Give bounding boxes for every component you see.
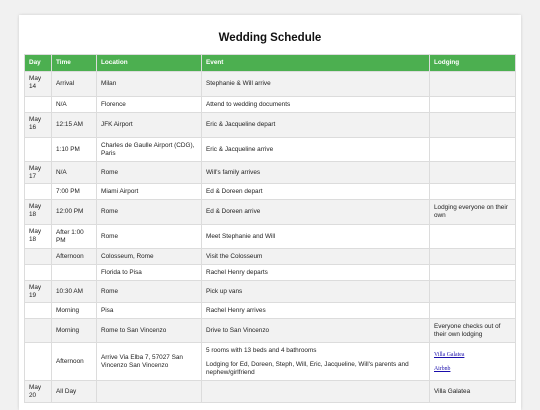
table-body	[25, 72, 516, 403]
cell-event	[202, 265, 430, 281]
cell-event	[202, 184, 430, 200]
cell-location: Rome	[97, 281, 202, 303]
cell-event	[202, 343, 430, 381]
event-text: 5 rooms with 13 beds and 4 bathrooms	[206, 346, 317, 354]
table-row	[25, 381, 516, 403]
cell-location: Rome	[97, 225, 202, 249]
event-text: Ed & Doreen arrive	[206, 208, 261, 215]
table-row	[25, 200, 516, 225]
table-row	[25, 184, 516, 200]
table-row	[25, 225, 516, 249]
event-text: Drive to San Vincenzo	[206, 326, 270, 334]
cell-lodging	[430, 281, 516, 303]
cell-event	[202, 281, 430, 303]
header-event: Event	[202, 55, 430, 72]
cell-location: Miami Airport	[97, 184, 202, 200]
table-row	[25, 303, 516, 319]
cell-time	[52, 265, 97, 281]
cell-event	[202, 225, 430, 249]
schedule-table	[24, 54, 516, 403]
cell-lodging	[430, 113, 516, 138]
lodging-link[interactable]: Villa Galatea	[434, 351, 465, 358]
schedule-page	[19, 15, 521, 410]
cell-time: 7:00 PM	[52, 184, 97, 200]
cell-event	[202, 162, 430, 184]
cell-time: All Day	[52, 381, 97, 403]
cell-lodging: Everyone checks out of their own lodging	[430, 319, 516, 343]
table-row	[25, 97, 516, 113]
cell-lodging	[430, 265, 516, 281]
table-row	[25, 113, 516, 138]
cell-lodging: Villa Galatea	[430, 381, 516, 403]
cell-event	[202, 72, 430, 97]
cell-event	[202, 97, 430, 113]
cell-lodging	[430, 97, 516, 113]
event-text: Eric & Jacqueline arrive	[206, 145, 274, 153]
page-title: Wedding Schedule	[218, 32, 322, 44]
cell-event	[202, 138, 430, 162]
table-row	[25, 138, 516, 162]
cell-time: N/A	[52, 162, 97, 184]
cell-time: Afternoon	[52, 343, 97, 381]
table-row	[25, 162, 516, 184]
table-row	[25, 319, 516, 343]
lodging-link[interactable]: Airbnb	[434, 365, 451, 372]
cell-location: Rome	[97, 200, 202, 225]
cell-event	[202, 113, 430, 138]
table-header-row	[25, 55, 516, 72]
cell-time: 12:15 AM	[52, 113, 97, 138]
event-text: Ed & Doreen depart	[206, 187, 263, 195]
cell-lodging	[430, 303, 516, 319]
cell-location: Colosseum, Rome	[97, 249, 202, 265]
event-text: Will's family arrives	[206, 168, 261, 176]
event-text: Lodging for Ed, Doreen, Steph, Will, Eric, Jacqueline, Will's parents and nephew/girlfriend	[206, 360, 409, 376]
cell-lodging	[430, 343, 516, 381]
cell-lodging	[430, 72, 516, 97]
cell-day	[25, 303, 52, 319]
event-text: Attend to wedding documents	[206, 100, 291, 108]
header-lodging: Lodging	[430, 55, 516, 72]
cell-location: Florida to Pisa	[97, 265, 202, 281]
cell-time: Afternoon	[52, 249, 97, 265]
cell-day	[25, 97, 52, 113]
table-row	[25, 265, 516, 281]
cell-location: Arrive Via Elba 7, 57027 San Vincenzo San Vincenzo	[97, 343, 202, 381]
event-text: Stephanie & Will arrive	[206, 80, 271, 87]
event-text: Eric & Jacqueline depart	[206, 121, 276, 128]
table-row	[25, 249, 516, 265]
cell-lodging	[430, 162, 516, 184]
cell-location: Milan	[97, 72, 202, 97]
cell-lodging	[430, 138, 516, 162]
cell-lodging	[430, 225, 516, 249]
cell-time: 10:30 AM	[52, 281, 97, 303]
table-row	[25, 72, 516, 97]
event-text: Meet Stephanie and Will	[206, 232, 276, 240]
cell-location: JFK Airport	[97, 113, 202, 138]
cell-day	[25, 249, 52, 265]
cell-day: May 14	[25, 72, 52, 97]
table-row	[25, 281, 516, 303]
cell-time: Morning	[52, 303, 97, 319]
cell-event	[202, 319, 430, 343]
cell-day: May 20	[25, 381, 52, 403]
cell-time: 1:10 PM	[52, 138, 97, 162]
cell-time: 12:00 PM	[52, 200, 97, 225]
cell-day	[25, 319, 52, 343]
cell-day: May 19	[25, 281, 52, 303]
cell-location: Pisa	[97, 303, 202, 319]
cell-event	[202, 303, 430, 319]
event-text: Rachel Henry arrives	[206, 306, 266, 314]
cell-location: Rome to San Vincenzo	[97, 319, 202, 343]
event-text: Pick up vans	[206, 287, 243, 295]
cell-event	[202, 381, 430, 403]
header-day: Day	[25, 55, 52, 72]
cell-day: May 16	[25, 113, 52, 138]
cell-lodging	[430, 184, 516, 200]
cell-day: May 18	[25, 225, 52, 249]
header-location: Location	[97, 55, 202, 72]
cell-day: May 18	[25, 200, 52, 225]
cell-day	[25, 184, 52, 200]
cell-lodging	[430, 249, 516, 265]
event-text: Visit the Colosseum	[206, 252, 263, 260]
cell-location: Florence	[97, 97, 202, 113]
cell-day: May 17	[25, 162, 52, 184]
cell-time: Arrival	[52, 72, 97, 97]
cell-day	[25, 265, 52, 281]
cell-location: Rome	[97, 162, 202, 184]
cell-lodging: Lodging everyone on their own	[430, 200, 516, 225]
event-text: Rachel Henry departs	[206, 268, 268, 276]
cell-day	[25, 138, 52, 162]
cell-location: Charles de Gaulle Airport (CDG), Paris	[97, 138, 202, 162]
cell-time: Morning	[52, 319, 97, 343]
cell-event	[202, 200, 430, 225]
cell-time: After 1:00 PM	[52, 225, 97, 249]
cell-location	[97, 381, 202, 403]
cell-event	[202, 249, 430, 265]
cell-day	[25, 343, 52, 381]
cell-time: N/A	[52, 97, 97, 113]
header-time: Time	[52, 55, 97, 72]
table-row	[25, 343, 516, 381]
